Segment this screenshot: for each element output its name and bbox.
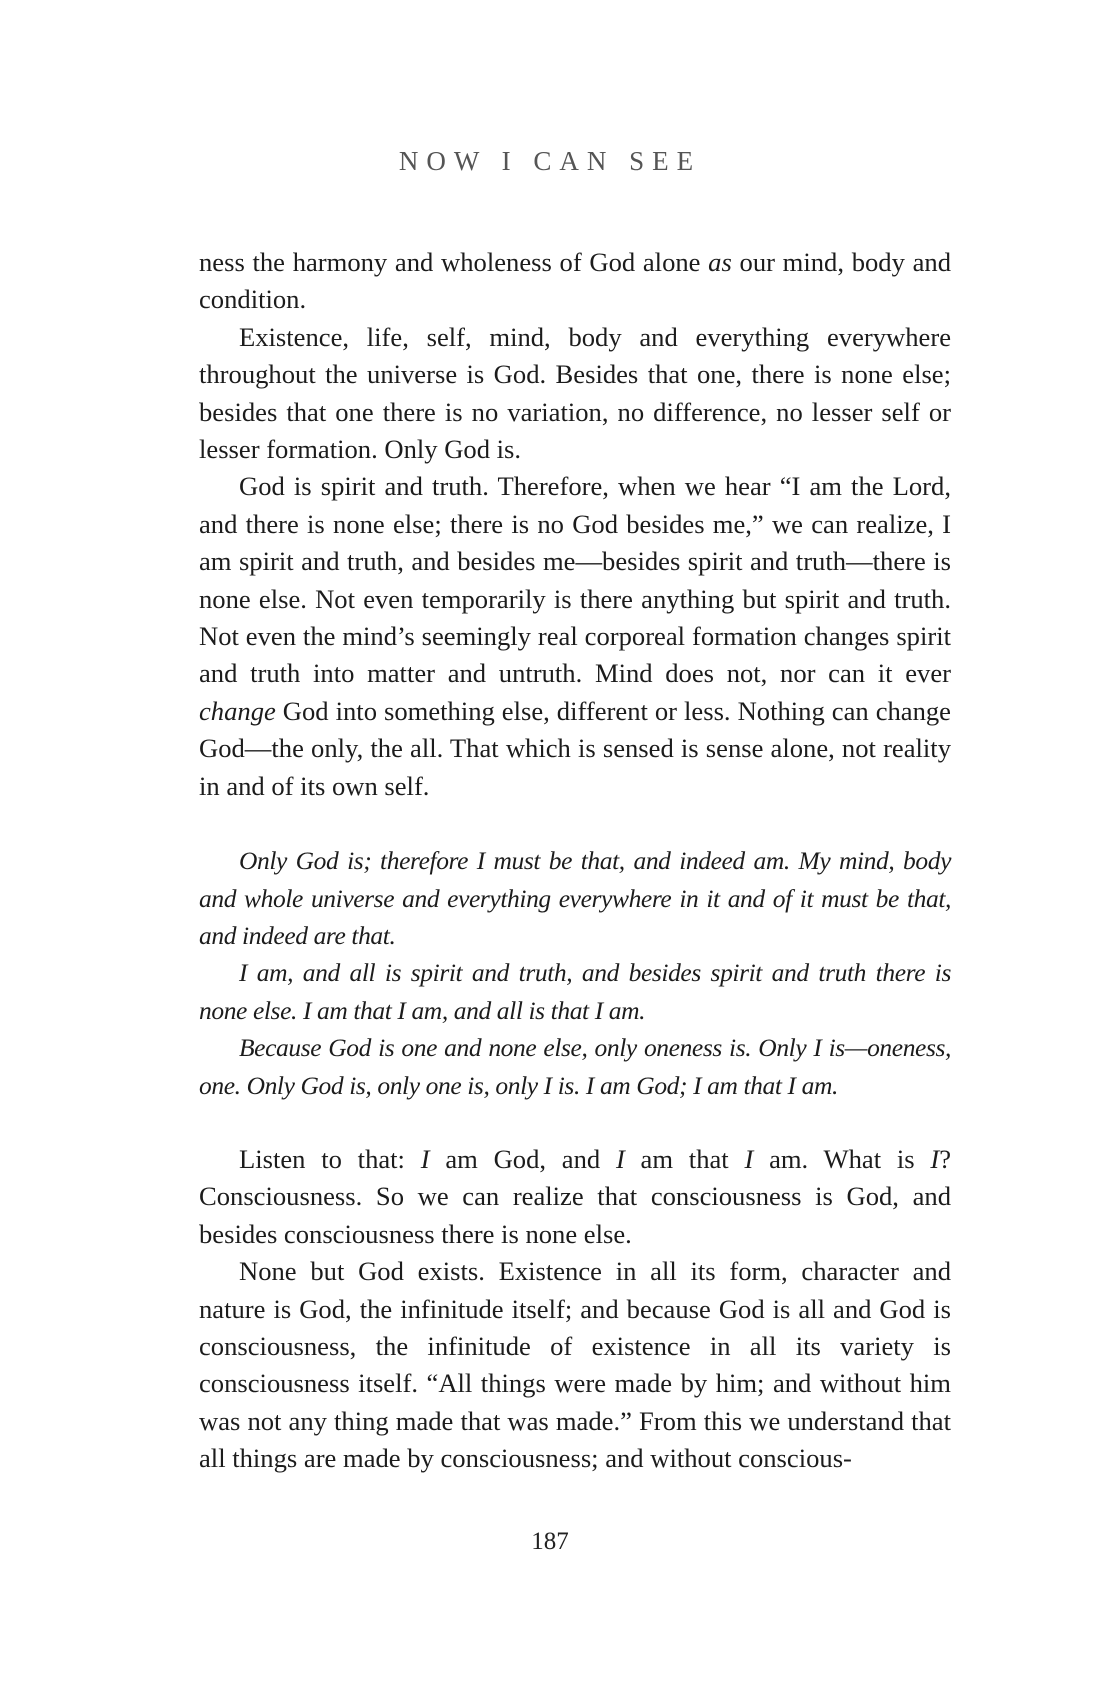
emphasis: as xyxy=(708,247,732,277)
paragraph-text: ? Consciousness. So we can realize that consciousness is God, and besides consciousness there is none else. xyxy=(199,1143,952,1249)
paragraph-continued xyxy=(199,244,951,319)
paragraph-text: God is spirit and truth. Therefore, when we hear “I am the Lord, and there is none else; there is no God besides me,” we can realize, I am spirit and truth, and besides me—besides spirit and truth—there is none else. Not even temporarily is there anything but spirit and truth. Not even the mind’s seemingly real corporeal formation changes spirit and truth into matter and untruth. Mind does not, nor can it ever xyxy=(199,471,951,689)
body-text xyxy=(199,244,951,1478)
emphasis: I xyxy=(420,1143,430,1174)
emphasis: I xyxy=(615,1143,625,1174)
section-spacer xyxy=(199,1104,951,1141)
emphasis: I xyxy=(744,1143,754,1174)
emphasis: change xyxy=(199,695,276,726)
paragraph-text: our mind, body and condition. xyxy=(199,247,951,315)
paragraph-text: God into something else, different or less. Nothing can change God—the only, the all. That which is sensed is sense alone, not reality in and of its own self. xyxy=(199,695,951,801)
meditation-paragraph: I am, and all is spirit and truth, and besides spirit and truth there is none else. I am that I am, and all is that I am. xyxy=(199,958,951,1025)
paragraph-text: Listen to that: xyxy=(239,1143,421,1174)
meditation-paragraph: Because God is one and none else, only oneness is. Only I is—oneness, one. Only God is, only one is, only I is. I am God; I am that I am. xyxy=(199,1033,951,1100)
paragraph-text: am. What is xyxy=(753,1143,931,1174)
paragraph: None but God exists. Existence in all its form, character and nature is God, the infinitude itself; and because God is all and God is consciousness, the infinitude of existence in all its variety is consciousness itself. “All things were made by him; and without him was not any thing made that was made.” From this we understand that all things are made by consciousness; and without conscious- xyxy=(199,1256,951,1474)
paragraph-text: ness the harmony and wholeness of God alone xyxy=(199,247,709,277)
page-number: 187 xyxy=(531,1528,569,1555)
meditation-block xyxy=(199,842,951,1104)
paragraph-text: am God, and xyxy=(429,1143,616,1174)
section-spacer xyxy=(199,805,951,842)
paragraph xyxy=(199,468,951,805)
running-head: NOW I CAN SEE xyxy=(398,146,702,176)
paragraph: Existence, life, self, mind, body and everything everywhere throughout the universe is God. Besides that one, there is none else; besides that one there is no variation, no difference, no lesser self or lesser formation. Only God is. xyxy=(199,321,951,465)
paragraph xyxy=(199,1141,951,1253)
paragraph-text: am that xyxy=(624,1143,745,1174)
emphasis: I xyxy=(930,1143,940,1174)
meditation-paragraph: Only God is; therefore I must be that, and indeed am. My mind, body and whole universe and everything everywhere in it and of it must be that, and indeed are that. xyxy=(199,846,951,950)
